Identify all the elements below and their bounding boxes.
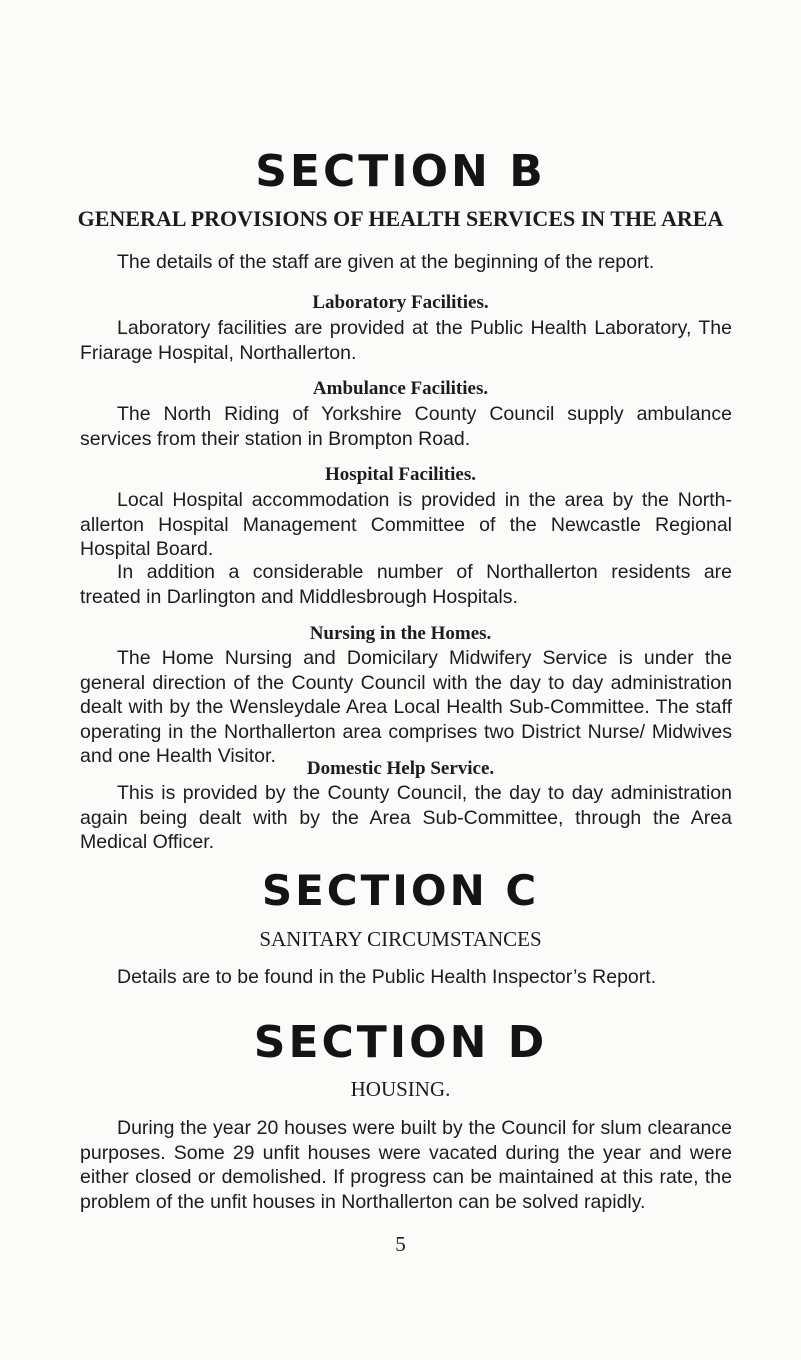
section-d-heading: HOUSING. [350, 1077, 451, 1101]
section-c-text: Details are to be found in the Public Health Inspector’s Report. [117, 966, 657, 988]
section-d-text: During the year 20 houses were built by the Council for slum clearance purposes. Some 29 unfit houses were vacated during the year and were either closed or demolished. If progress can be maintained at this rate, the problem of the unfit houses in Northallerton can be solved rapidly. [80, 1117, 732, 1213]
section-c-heading: SANITARY CIRCUMSTANCES [259, 927, 542, 951]
section-b-title: SECTION B [255, 146, 546, 197]
ambulance-heading: Ambulance Facilities. [312, 378, 489, 399]
ambulance-text: The North Riding of Yorkshire County Council supply ambulance services from their station in Brompton Road. [80, 403, 732, 450]
page-number: 5 [395, 1232, 406, 1256]
laboratory-text: Laboratory facilities are provided at the Public Health Laboratory, The Friarage Hospital, Northallerton. [80, 317, 732, 364]
hospital-heading: Hospital Facilities. [325, 464, 476, 485]
laboratory-heading: Laboratory Facilities. [312, 292, 489, 313]
hospital-text-1: Local Hospital accommodation is provided in the area by the North-allerton Hospital Management Committee of the Newcastle Regional Hospital Board. [80, 489, 732, 560]
section-b-heading: GENERAL PROVISIONS OF HEALTH SERVICES IN THE AREA [77, 206, 724, 231]
section-b-intro: The details of the staff are given at the beginning of the report. [117, 251, 655, 273]
domestic-help-text: This is provided by the County Council, the day to day administration again being dealt with by the Area Sub-Committee, through the Area Medical Officer. [80, 782, 732, 853]
nursing-text: The Home Nursing and Domicilary Midwifery Service is under the general direction of the County Council with the day to day administration dealt with by the Wensleydale Area Local Health Sub-Committee. The staff operating in the Northallerton area comprises two District Nurse/ Midwives and one Health Visitor. [80, 647, 732, 767]
nursing-heading: Nursing in the Homes. [309, 623, 492, 644]
section-d-title: SECTION D [253, 1017, 548, 1068]
section-c-title: SECTION C [261, 866, 540, 915]
hospital-text-2: In addition a considerable number of Northallerton residents are treated in Darlington and Middlesbrough Hospitals. [80, 561, 732, 608]
domestic-help-heading: Domestic Help Service. [306, 758, 495, 779]
